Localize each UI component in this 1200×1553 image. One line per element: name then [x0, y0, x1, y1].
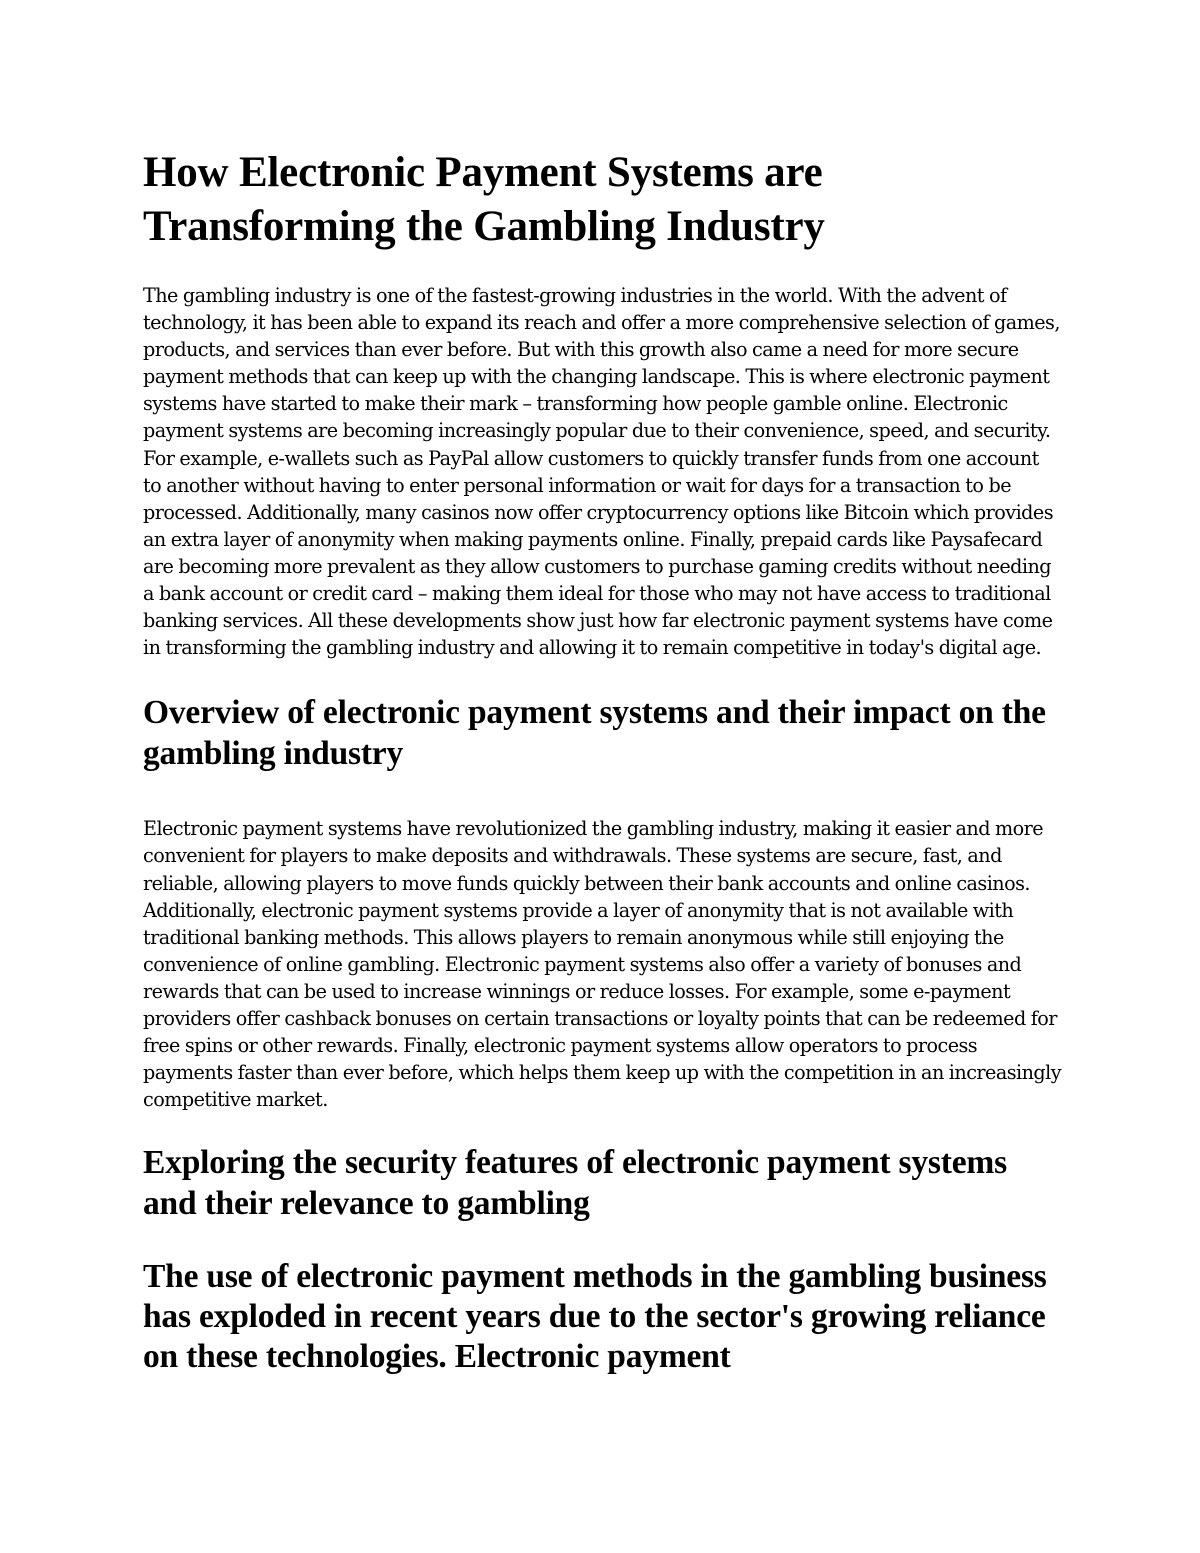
intro-paragraph: The gambling industry is one of the fastest-growing industries in the world. With the advent of technology, it has been able to expand its reach and offer a more comprehensive selection of games, products, and services than ever before. But with this growth also came a need for more secure payment methods that can keep up with the changing landscape. This is where electronic payment systems have started to make their mark – transforming how people gamble online. Electronic payment systems are becoming increasingly popular due to their convenience, speed, and security. For example, e-wallets such as PayPal allow customers to quickly transfer funds from one account to another without having to enter personal information or wait for days for a transaction to be processed. Additionally, many casinos now offer cryptocurrency options like Bitcoin which provides an extra layer of anonymity when making payments online. Finally, prepaid cards like Paysafecard are becoming more prevalent as they allow customers to purchase gaming credits without needing a bank account or credit card – making them ideal for those who may not have access to traditional banking services. All these developments show just how far electronic payment systems have come in transforming the gambling industry and allowing it to remain competitive in today's digital age. [143, 284, 1060, 660]
section-heading-electronic-payment: The use of electronic payment methods in the gambling business has exploded in recent years due to the sector's growing reliance on these technologies. Electronic payment [143, 1258, 1047, 1376]
document-title: How Electronic Payment Systems are Transforming the Gambling Industry [143, 149, 825, 250]
section-heading-security: Exploring the security features of electronic payment systems and their relevance to gambling [143, 1144, 1007, 1222]
section-heading-overview: Overview of electronic payment systems and their impact on the gambling industry [143, 694, 1046, 772]
document-page [143, 146, 1061, 1377]
section-paragraph-overview: Electronic payment systems have revolutionized the gambling industry, making it easier and more convenient for players to make deposits and withdrawals. These systems are secure, fast, and reliable, allowing players to move funds quickly between their bank accounts and online casinos. Additionally, electronic payment systems provide a layer of anonymity that is not available with traditional banking methods. This allows players to remain anonymous while still enjoying the convenience of online gambling. Electronic payment systems also offer a variety of bonuses and rewards that can be used to increase winnings or reduce losses. For example, some e-payment providers offer cashback bonuses on certain transactions or loyalty points that can be redeemed for free spins or other rewards. Finally, electronic payment systems allow operators to process payments faster than ever before, which helps them keep up with the competition in an increasingly competitive market. [143, 817, 1062, 1112]
